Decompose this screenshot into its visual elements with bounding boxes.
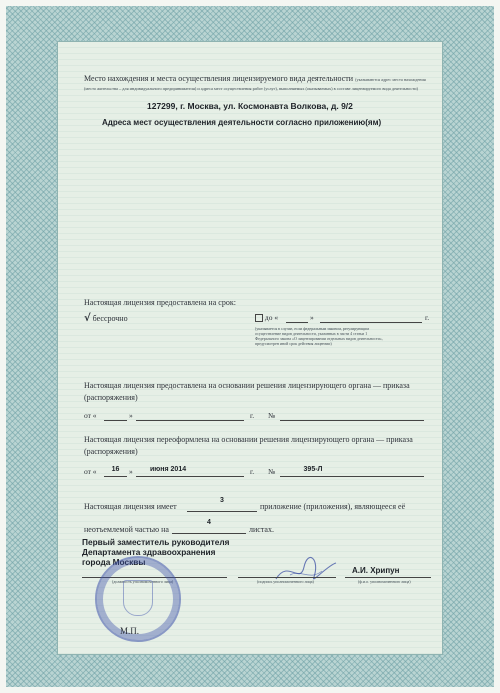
reissue-year-suffix: г.: [250, 467, 255, 476]
reissue-number-label: №: [268, 467, 276, 476]
until-prefix: до «: [264, 313, 279, 322]
until-date-line: [320, 322, 422, 323]
position-caption: (должность уполномоченного лица): [112, 579, 174, 584]
term-title: Настоящая лицензия предоставлена на срок:: [84, 298, 236, 307]
stamp-mark: М.П.: [120, 626, 140, 636]
appendices-line2-after: листах.: [249, 525, 274, 534]
location-note: (указываются адрес места нахождения (место жительства – для индивидуального предпринимателя) и адреса мест осуществления работ (услуг), выполняемых (оказываемых) в составе лицензируемого вида деятельности): [84, 77, 426, 91]
until-mid: »: [310, 313, 314, 322]
basis-number-label: №: [268, 411, 276, 420]
name-caption: (ф.и.о. уполномоченного лица): [358, 579, 411, 584]
until-day-line: [286, 322, 308, 323]
reissue-day: 16: [111, 466, 120, 473]
until-suffix: г.: [425, 313, 430, 322]
reissue-day-line: [104, 476, 127, 477]
reissue-number: 395-Л: [303, 466, 323, 473]
appendices-text-after: приложение (приложения), являющееся её: [260, 502, 406, 511]
basis-from-prefix: от «: [84, 411, 97, 420]
watermark: [210, 150, 218, 176]
term-note: (указывается в случае, если федеральным законом, регулирующим осуществление видов деятельности, указанных в части 4 статьи 1 Федерального закона «О лицензировании отдельных видов деятельности», предусмотрен иной срок действия лицензии): [255, 326, 383, 346]
basis-day-line: [104, 420, 127, 421]
reissue-date-line: [136, 476, 244, 477]
term-until-row: [255, 313, 278, 322]
signatory-name: А.И. Хрипун: [352, 566, 400, 575]
name-line: [345, 577, 431, 578]
basis-date-line: [136, 420, 244, 421]
term-indefinite-row: [84, 313, 128, 324]
location-section: [84, 74, 434, 92]
appendices-sheets-line: [172, 533, 246, 534]
appendices-text-before: Настоящая лицензия имеет: [84, 502, 177, 511]
reissue-from-mid: »: [129, 467, 133, 476]
until-checkbox[interactable]: [255, 314, 263, 322]
signature-caption: (подпись уполномоченного лица): [257, 579, 314, 584]
reissue-from-prefix: от «: [84, 467, 97, 476]
signatory-position: Первый заместитель руководителя Департамента здравоохранения города Москвы: [82, 537, 230, 567]
basis-number-line: [280, 420, 424, 421]
address: 127299, г. Москва, ул. Космонавта Волкова, д. 9/2: [147, 101, 353, 111]
appendices-count: 3: [220, 497, 224, 504]
signature-line: [238, 577, 336, 578]
location-title: Место нахождения и места осуществления лицензируемого вида деятельности: [84, 74, 354, 83]
basis-title: Настоящая лицензия предоставлена на основании решения лицензирующего органа — приказа (распоряжения): [84, 381, 410, 402]
reissue-month-year: июня 2014: [150, 466, 187, 473]
reissue-number-line: [280, 476, 424, 477]
coat-of-arms-icon: [123, 580, 153, 616]
reissue-title: Настоящая лицензия переоформлена на основании решения лицензирующего органа — приказа (распоряжения): [84, 435, 413, 456]
appendices-sheets: 4: [207, 519, 211, 526]
indefinite-label: бессрочно: [92, 314, 128, 323]
indefinite-checkmark-icon[interactable]: √: [84, 313, 91, 324]
basis-year-suffix: г.: [250, 411, 255, 420]
appendix-note: Адреса мест осуществления деятельности согласно приложению(ям): [102, 118, 382, 127]
appendices-count-line: [187, 511, 257, 512]
appendices-line2-before: неотъемлемой частью на: [84, 525, 169, 534]
basis-from-mid: »: [129, 411, 133, 420]
